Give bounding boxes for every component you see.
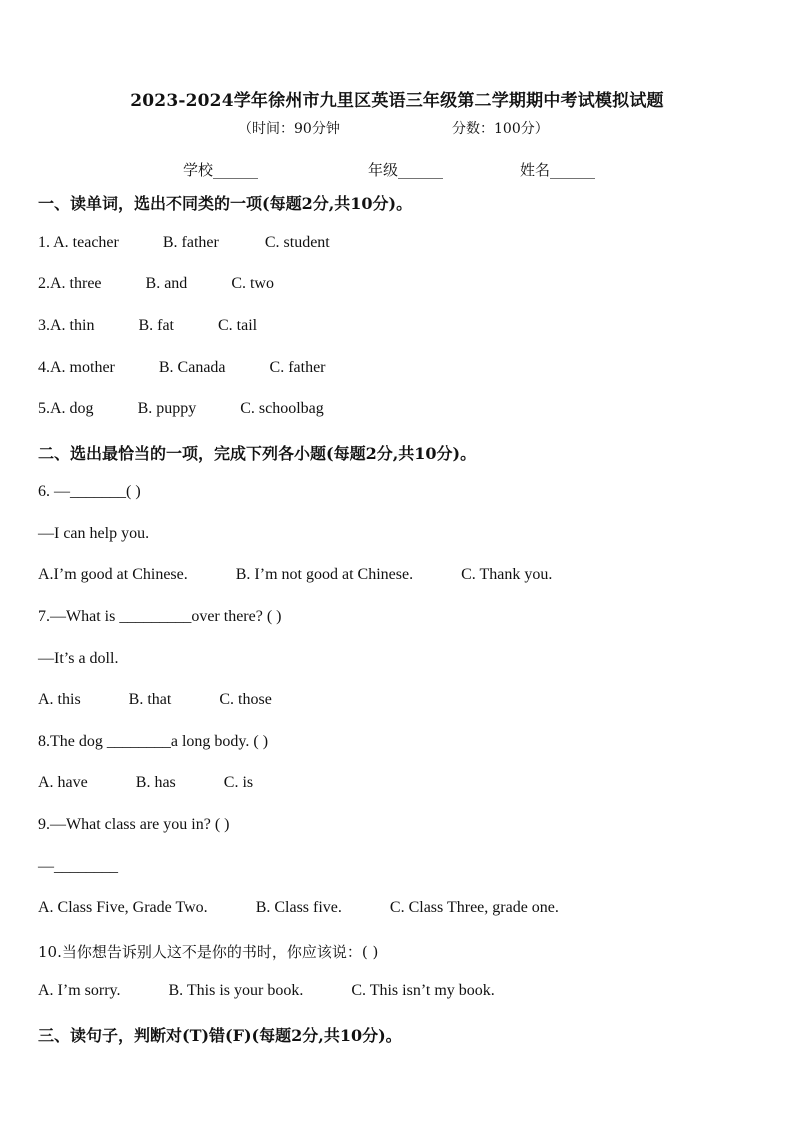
q3-option-a: 3.A. thin (38, 317, 95, 334)
exam-time: （时间：90分钟 (238, 121, 340, 137)
name-field: 姓名______ (520, 161, 596, 179)
question-7-stem: 7.—What is _________over there? ( ) (38, 608, 282, 625)
question-3 (38, 317, 257, 335)
q10-option-c: C. This isn’t my book. (351, 982, 495, 999)
section-1-title: 一、读单词，选出不同类的一项(每题2分,共10分)。 (38, 194, 413, 213)
question-9-reply: —________ (38, 858, 118, 875)
question-9-stem: 9.—What class are you in? ( ) (38, 816, 230, 833)
question-8-stem: 8.The dog ________a long body. ( ) (38, 733, 269, 750)
q4-option-b: B. Canada (158, 359, 226, 376)
q6-option-c: C. Thank you. (461, 566, 553, 583)
question-6-reply: —I can help you. (38, 525, 150, 542)
q5-option-a: 5.A. dog (38, 400, 94, 417)
page-title: 2023-2024学年徐州市九里区英语三年级第二学期期中考试模拟试题 (130, 91, 664, 111)
question-7-options (38, 691, 272, 709)
q3-option-c: C. tail (218, 317, 258, 334)
question-7-reply: —It’s a doll. (38, 650, 119, 667)
q3-option-b: B. fat (138, 317, 174, 334)
section-2-title: 二、选出最恰当的一项，完成下列各小题(每题2分,共10分)。 (38, 444, 477, 463)
q4-option-c: C. father (269, 359, 326, 376)
question-4 (38, 359, 326, 377)
question-9-options (38, 899, 559, 917)
q7-option-b: B. that (128, 691, 172, 708)
q6-option-b: B. I’m not good at Chinese. (235, 566, 414, 583)
q9-option-a: A. Class Five, Grade Two. (38, 899, 208, 916)
grade-field: 年级______ (368, 161, 444, 179)
q1-option-a: 1. A. teacher (38, 234, 119, 251)
question-1 (38, 234, 330, 252)
q8-option-b: B. has (135, 774, 176, 791)
q10-option-a: A. I’m sorry. (38, 982, 121, 999)
q5-option-c: C. schoolbag (240, 400, 324, 417)
q9-option-c: C. Class Three, grade one. (389, 899, 559, 916)
question-2 (38, 275, 274, 293)
exam-score: 分数：100分） (452, 121, 549, 137)
q7-option-a: A. this (38, 691, 81, 708)
q7-option-c: C. those (219, 691, 272, 708)
question-10-stem: 10.当你想告诉别人这不是你的书时，你应该说：( ) (38, 943, 379, 961)
q5-option-b: B. puppy (137, 400, 197, 417)
q6-option-a: A.I’m good at Chinese. (38, 566, 188, 583)
q10-option-b: B. This is your book. (168, 982, 304, 999)
question-6-options (38, 566, 552, 584)
question-6-stem: 6. —_______( ) (38, 483, 141, 500)
q2-option-a: 2.A. three (38, 275, 102, 292)
q9-option-b: B. Class five. (255, 899, 342, 916)
question-10-options (38, 982, 495, 1000)
section-3-title: 三、读句子，判断对(T)错(F)(每题2分,共10分)。 (38, 1026, 402, 1045)
q4-option-a: 4.A. mother (38, 359, 115, 376)
q8-option-c: C. is (223, 774, 254, 791)
question-5 (38, 400, 324, 418)
question-8-options (38, 774, 253, 792)
q2-option-b: B. and (145, 275, 188, 292)
q1-option-c: C. student (264, 234, 330, 251)
q2-option-c: C. two (231, 275, 274, 292)
q1-option-b: B. father (162, 234, 219, 251)
q8-option-a: A. have (38, 774, 88, 791)
school-field: 学校______ (183, 161, 259, 179)
